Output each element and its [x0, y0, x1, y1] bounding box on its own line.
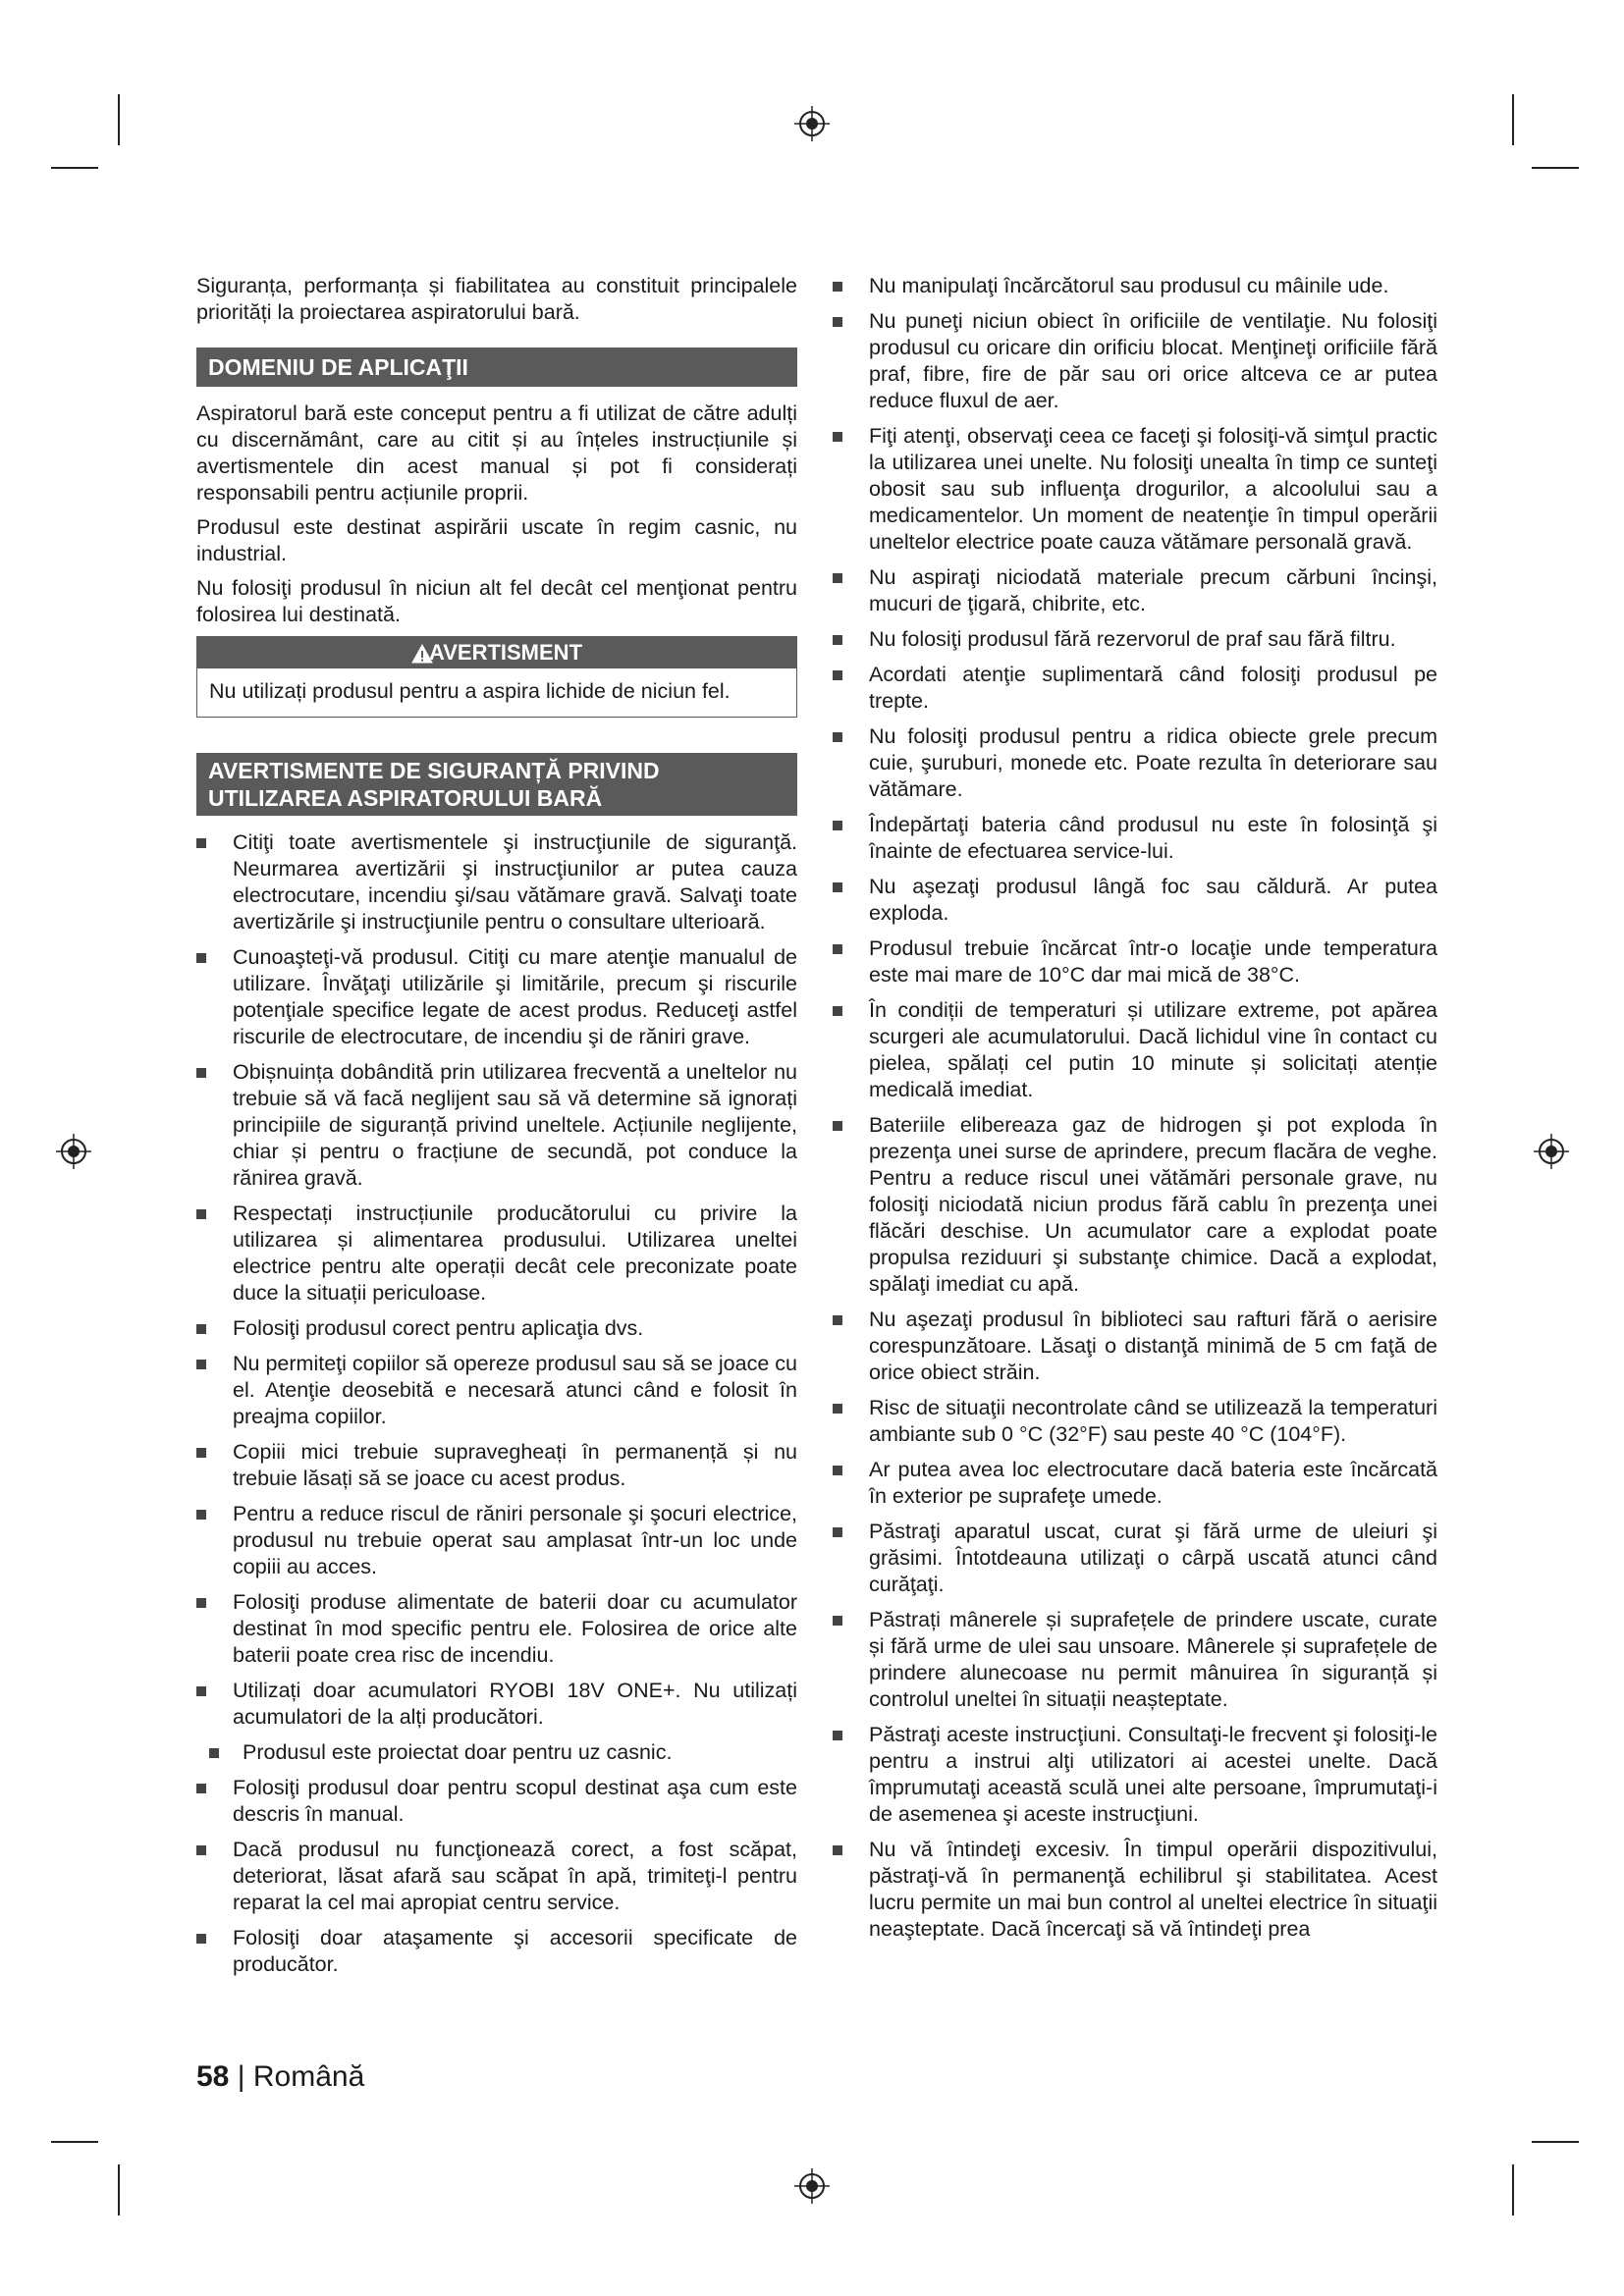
- square-bullet-icon: [833, 1731, 842, 1740]
- list-item-text: Îndepărtaţi bateria când produsul nu este în folosinţă şi înainte de efectuarea service-lui.: [869, 813, 1437, 863]
- section-heading-line: AVERTISMENTE DE SIGURANȚĂ PRIVIND: [208, 758, 660, 783]
- list-item: [833, 723, 1437, 803]
- square-bullet-icon: [196, 1068, 206, 1078]
- list-item: [196, 1837, 797, 1916]
- list-item: [196, 1589, 797, 1669]
- crop-mark: [118, 2164, 120, 2216]
- crop-mark: [51, 2141, 98, 2143]
- square-bullet-icon: [833, 1121, 842, 1131]
- square-bullet-icon: [833, 635, 842, 645]
- section-heading-domeniu: DOMENIU DE APLICAŢII: [196, 347, 797, 387]
- crop-mark: [118, 94, 120, 145]
- right-bullet-list: [833, 273, 1437, 1943]
- square-bullet-icon: [833, 1527, 842, 1537]
- list-item-text: Folosiţi produsul corect pentru aplicaţia dvs.: [233, 1316, 644, 1340]
- registration-mark-icon: [1532, 1132, 1571, 1171]
- list-item: [833, 1457, 1437, 1510]
- list-item-text: Dacă produsul nu funcţionează corect, a fost scăpat, deteriorat, lăsat afară sau scăpat în apă, trimiteţi-l pentru reparat la cel mai apropiat centru service.: [233, 1838, 797, 1914]
- square-bullet-icon: [833, 1845, 842, 1855]
- list-item-text: Nu puneţi niciun obiect în orificiile de ventilaţie. Nu folosiţi produsul cu oricare din orificiu blocat. Menţineţi orificiile fără praf, fibre, fire de păr sau ori orice altceva ce ar putea reduce fluxul de aer.: [869, 309, 1437, 412]
- list-item-text: Citiţi toate avertismentele şi instrucţiunile de siguranţă. Neurmarea avertizării şi instrucţiunilor ar putea cauza electrocutare, incendiu şi/sau vătămare gravă. Salvaţi toate avertizările şi instrucţiunile pentru o consultare ulterioară.: [233, 830, 797, 934]
- list-item-text: Folosiţi doar ataşamente şi accesorii specificate de producător.: [233, 1926, 797, 1976]
- section-heading-avertismente: [196, 753, 797, 816]
- list-item-text: Folosiţi produse alimentate de baterii doar cu acumulator destinat în mod specific pentru ele. Folosirea de orice alte baterii poate crea risc de incendiu.: [233, 1590, 797, 1667]
- list-item: [833, 997, 1437, 1103]
- square-bullet-icon: [196, 838, 206, 848]
- list-item-text: Păstraţi aceste instrucţiuni. Consultaţi-le frecvent şi folosiţi-le pentru a instrui alţi utilizatori ai acestei unelte. Dacă împrumutaţi această sculă unei alte persoane, împrumutaţi-i de asemenea şi aceste instrucţiuni.: [869, 1723, 1437, 1826]
- right-column: [833, 273, 1437, 1951]
- list-item-text: Nu aspiraţi niciodată materiale precum cărbuni încinşi, mucuri de ţigară, chibrite, etc.: [869, 565, 1437, 615]
- list-item-text: Obișnuința dobândită prin utilizarea frecventă a uneltelor nu trebuie să vă facă neglijent sau să vă determine să ignorați principiile de siguranță privind uneltele. Acțiunile neglijente, chiar și pentru o fracțiune de secundă, pot conduce la rănirea gravă.: [233, 1060, 797, 1190]
- square-bullet-icon: [209, 1748, 219, 1758]
- list-item: [833, 1395, 1437, 1448]
- list-item: [196, 1351, 797, 1430]
- square-bullet-icon: [196, 1598, 206, 1608]
- list-item: [833, 626, 1437, 653]
- list-item: [833, 1837, 1437, 1943]
- list-item-text: Respectați instrucțiunile producătorului cu privire la utilizarea și alimentarea produsului. Utilizarea uneltei electrice pentru alte operații decât cele preconizate poate duce la situații periculoase.: [233, 1201, 797, 1305]
- list-item: [196, 1925, 797, 1978]
- list-item-text: Produsul este proiectat doar pentru uz casnic.: [243, 1740, 673, 1764]
- list-item-text: Nu vă întindeţi excesiv. În timpul operării dispozitivului, păstraţi-vă în permanenţă echilibrul şi stabilitatea. Acest lucru permite un mai bun control al uneltei electrice în situaţii neaşteptate. Dacă încercaţi să vă întindeţi prea: [869, 1838, 1437, 1941]
- square-bullet-icon: [833, 317, 842, 327]
- page-footer: [196, 2059, 364, 2095]
- square-bullet-icon: [833, 1466, 842, 1475]
- list-item-text: Nu folosiţi produsul pentru a ridica obiecte grele precum cuie, şuruburi, monede etc. Poate rezulta în deteriorare sau vătămare.: [869, 724, 1437, 801]
- body-paragraph: Produsul este destinat aspirării uscate în regim casnic, nu industrial.: [196, 515, 797, 565]
- list-item: [833, 1307, 1437, 1386]
- list-item-text: Copiii mici trebuie supravegheați în permanență și nu trebuie lăsați să se joace cu acest produs.: [233, 1440, 797, 1490]
- list-item-text: Folosiţi produsul doar pentru scopul destinat aşa cum este descris în manual.: [233, 1776, 797, 1826]
- square-bullet-icon: [833, 1404, 842, 1414]
- square-bullet-icon: [833, 821, 842, 830]
- crop-mark: [1512, 2164, 1514, 2216]
- square-bullet-icon: [833, 1616, 842, 1626]
- square-bullet-icon: [196, 1448, 206, 1458]
- registration-mark-icon: [54, 1132, 93, 1171]
- list-item: [196, 1315, 797, 1342]
- list-item: [833, 812, 1437, 865]
- square-bullet-icon: [833, 282, 842, 292]
- list-item: [196, 944, 797, 1050]
- list-item-text: Pentru a reduce riscul de răniri personale şi şocuri electrice, produsul nu trebuie operat sau amplasat într-un loc unde copiii au acces.: [233, 1502, 797, 1578]
- list-item: [196, 1439, 797, 1492]
- square-bullet-icon: [196, 1784, 206, 1793]
- square-bullet-icon: [196, 1934, 206, 1944]
- square-bullet-icon: [196, 1686, 206, 1696]
- list-item-text: Nu manipulaţi încărcătorul sau produsul cu mâinile ude.: [869, 274, 1389, 297]
- crop-mark: [1532, 167, 1579, 169]
- list-item: [833, 662, 1437, 715]
- list-item: [196, 1775, 797, 1828]
- square-bullet-icon: [196, 1845, 206, 1855]
- list-item: [833, 1607, 1437, 1713]
- intro-paragraph: Siguranța, performanța și fiabilitatea au constituit principalele priorități la proiectarea aspiratorului bară.: [196, 274, 797, 324]
- list-item: [833, 564, 1437, 617]
- square-bullet-icon: [833, 573, 842, 583]
- list-item-text: Risc de situaţii necontrolate când se utilizează la temperaturi ambiante sub 0 °C (32°F) sau peste 40 °C (104°F).: [869, 1396, 1437, 1446]
- square-bullet-icon: [196, 1510, 206, 1520]
- list-item-text: Nu folosiţi produsul fără rezervorul de praf sau fără filtru.: [869, 627, 1396, 651]
- crop-mark: [51, 167, 98, 169]
- list-item: [196, 1059, 797, 1192]
- page-number: 58: [196, 2060, 230, 2093]
- body-paragraph: Nu folosiţi produsul în niciun alt fel decât cel menţionat pentru folosirea lui destinată.: [196, 576, 797, 626]
- list-item: [833, 308, 1437, 414]
- list-item-text: Bateriile elibereaza gaz de hidrogen şi pot exploda în prezenţa unei surse de aprindere, precum flacăra de veghe. Pentru a reduce riscul unei vătămări personale grave, nu folosiţi niciodată niciun produs fără cablu în prezenţa unei flăcări deschise. Un acumulator care a explodat poate propulsa reziduuri şi substanţe chimice. Dacă a explodat, spălaţi imediat cu apă.: [869, 1113, 1437, 1296]
- list-item: [833, 1722, 1437, 1828]
- list-item-text: Păstrați mânerele și suprafețele de prindere uscate, curate și fără urme de ulei sau unsoare. Mânerele și suprafețele de prindere alunecoase nu permit mânuirea în siguranță și controlul uneltei în situații neașteptate.: [869, 1608, 1437, 1711]
- list-item: [196, 1201, 797, 1307]
- list-item-text: Ar putea avea loc electrocutare dacă bateria este încărcată în exterior pe suprafeţe umede.: [869, 1458, 1437, 1508]
- registration-mark-icon: [792, 2166, 832, 2206]
- left-column: [196, 273, 797, 1987]
- list-item-text: Nu aşezaţi produsul în biblioteci sau rafturi fără o aerisire corespunzătoare. Lăsaţi o distanţă minimă de 5 cm faţă de orice obiect străin.: [869, 1308, 1437, 1384]
- warning-title: [197, 637, 796, 668]
- list-item: [833, 874, 1437, 927]
- warning-title-label: AVERTISMENT: [428, 640, 583, 665]
- list-item-text: Fiţi atenţi, observaţi ceea ce faceţi şi folosiţi-vă simţul practic la utilizarea unei unelte. Nu folosiţi unealta în timp ce sunteţi obosit sau sub influenţa drogurilor, a alcoolului sau a medicamentelor. Un moment de neatenţie în timpul operării uneltelor electrice poate cauza vătămare personală gravă.: [869, 424, 1437, 554]
- square-bullet-icon: [833, 432, 842, 442]
- list-item-text: Acordati atenţie suplimentară când folosiţi produsul pe trepte.: [869, 663, 1437, 713]
- list-item-text: Nu permiteţi copiilor să opereze produsul sau să se joace cu el. Atenţie deosebită e necesară atunci când e folosit în preajma copiilor.: [233, 1352, 797, 1428]
- list-item: [833, 1112, 1437, 1298]
- list-item: [196, 1501, 797, 1580]
- list-item-text: Cunoaşteţi-vă produsul. Citiţi cu mare atenţie manualul de utilizare. Învăţaţi utilizările şi limitările, precum şi riscurile potenţiale specifice legate de acest produs. Reduceţi astfel riscurile de electrocutare, de incendiu şi de răniri grave.: [233, 945, 797, 1048]
- list-item: [833, 273, 1437, 299]
- square-bullet-icon: [833, 944, 842, 954]
- list-item: [196, 829, 797, 935]
- square-bullet-icon: [833, 882, 842, 892]
- square-bullet-icon: [196, 1209, 206, 1219]
- crop-mark: [1532, 2141, 1579, 2143]
- warning-box: [196, 636, 797, 718]
- registration-mark-icon: [792, 104, 832, 143]
- list-item-text: Păstraţi aparatul uscat, curat şi fără urme de uleiuri şi grăsimi. Întotdeauna utilizaţi o cârpă uscată atunci când curăţaţi.: [869, 1520, 1437, 1596]
- footer-separator: |: [237, 2060, 245, 2093]
- crop-mark: [1512, 94, 1514, 145]
- list-item: [833, 935, 1437, 988]
- square-bullet-icon: [833, 1006, 842, 1016]
- list-item: [833, 423, 1437, 556]
- section-heading-line: UTILIZAREA ASPIRATORULUI BARĂ: [208, 785, 603, 811]
- square-bullet-icon: [196, 953, 206, 963]
- body-paragraph: Aspiratorul bară este conceput pentru a fi utilizat de către adulți cu discernământ, care au citit și au înțeles instrucțiunile și avertismentele din acest manual și pot fi considerați responsabili pentru acțiunile proprii.: [196, 401, 797, 505]
- list-item-text: Produsul trebuie încărcat într-o locaţie unde temperatura este mai mare de 10°C dar mai mică de 38°C.: [869, 936, 1437, 987]
- list-item: [196, 1739, 797, 1766]
- list-item-text: În condiții de temperaturi și utilizare extreme, pot apărea scurgeri ale acumulatorului. Dacă lichidul vine în contact cu pielea, spălați cel putin 10 minute și solicitați atenție medicală imediat.: [869, 998, 1437, 1101]
- square-bullet-icon: [196, 1324, 206, 1334]
- square-bullet-icon: [833, 670, 842, 680]
- left-bullet-list: [196, 829, 797, 1978]
- list-item-text: Nu aşezaţi produsul lângă foc sau căldură. Ar putea exploda.: [869, 875, 1437, 925]
- square-bullet-icon: [833, 1315, 842, 1325]
- warning-text: Nu utilizați produsul pentru a aspira lichide de niciun fel.: [209, 679, 731, 703]
- list-item: [196, 1678, 797, 1731]
- square-bullet-icon: [833, 732, 842, 742]
- list-item: [833, 1519, 1437, 1598]
- square-bullet-icon: [196, 1360, 206, 1369]
- list-item-text: Utilizați doar acumulatori RYOBI 18V ONE+. Nu utilizați acumulatori de la alți producători.: [233, 1679, 797, 1729]
- footer-language: Română: [252, 2060, 365, 2093]
